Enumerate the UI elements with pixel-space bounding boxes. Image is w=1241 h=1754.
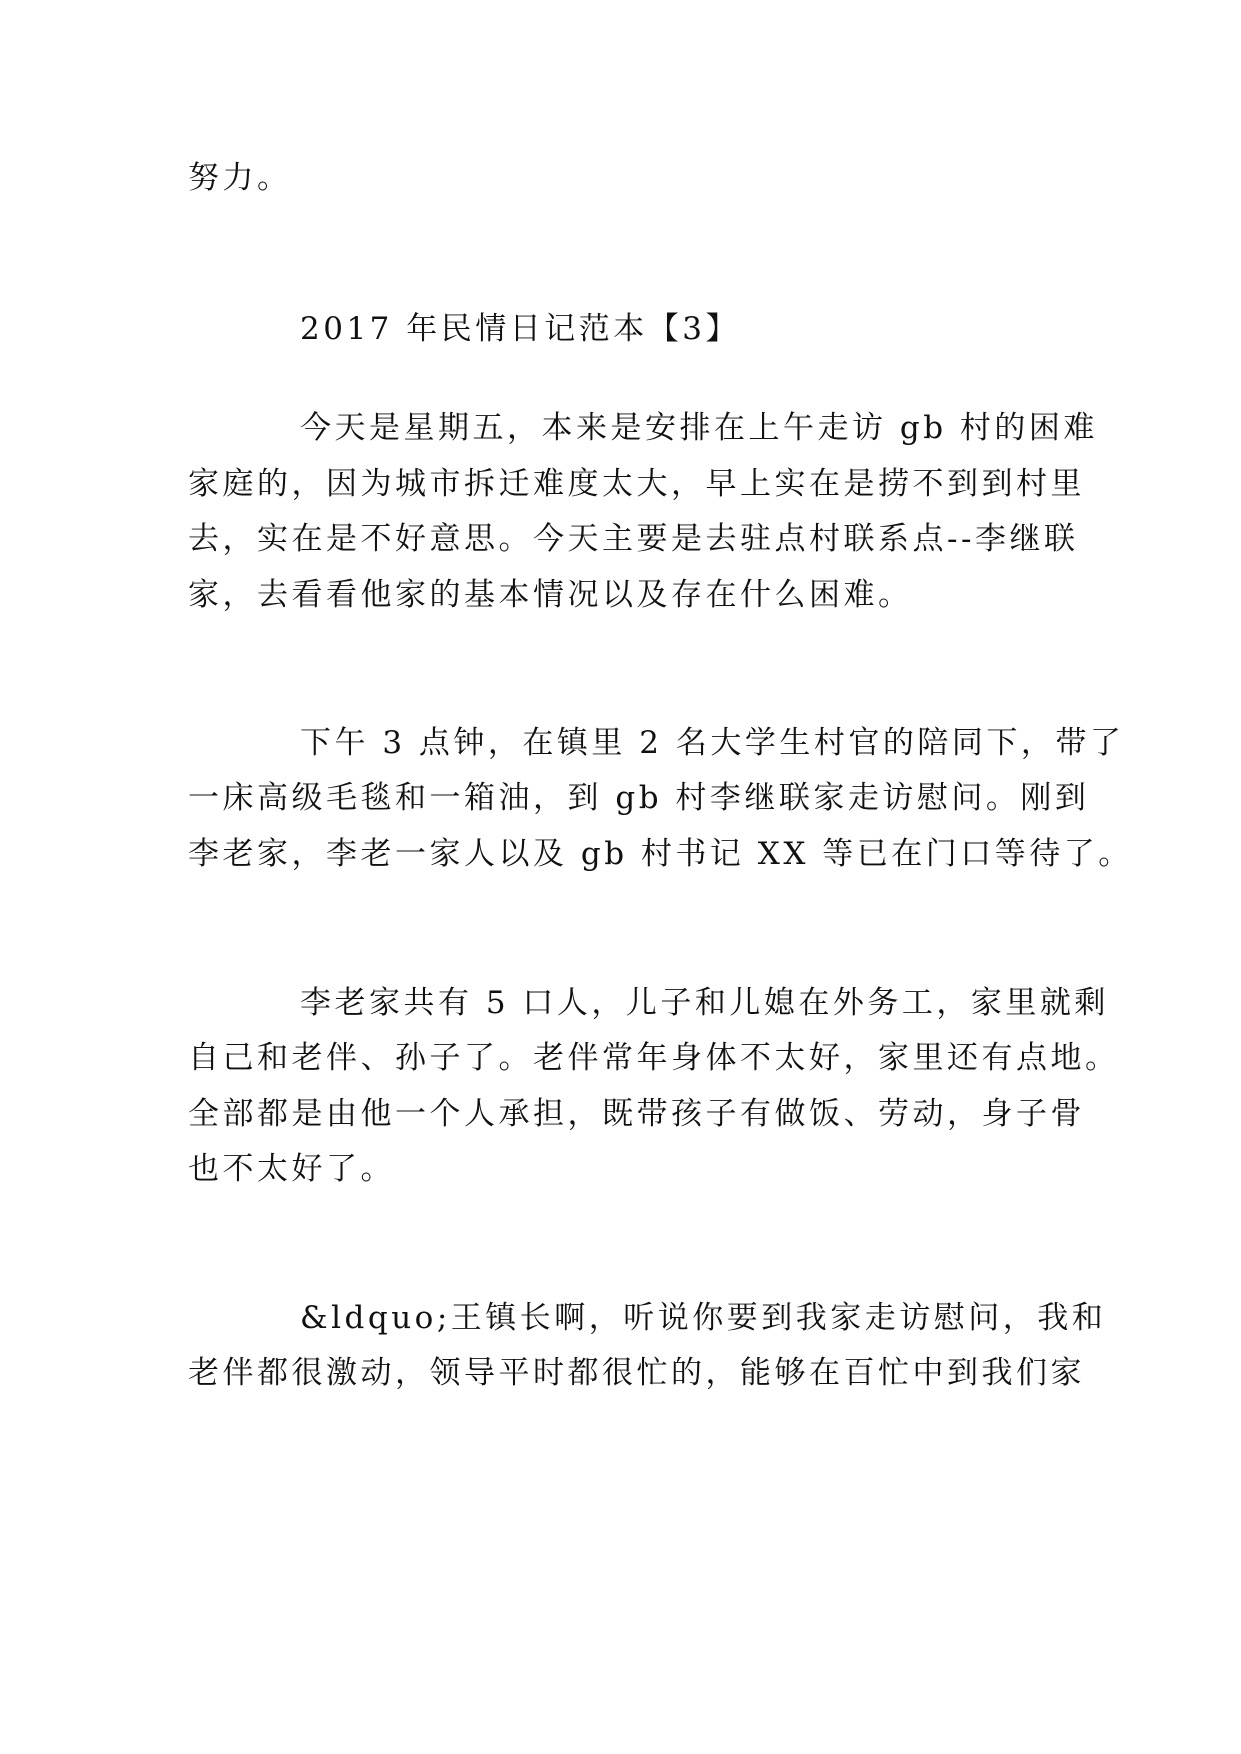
paragraph-line: 下午 3 点钟，在镇里 2 名大学生村官的陪同下，带了: [300, 725, 1125, 761]
section-heading: 2017 年民情日记范本【3】: [300, 311, 740, 347]
paragraph-line: 李老家，李老一家人以及 gb 村书记 XX 等已在门口等待了。: [188, 836, 1133, 872]
paragraph-line: 全部都是由他一个人承担，既带孩子有做饭、劳动，身子骨: [188, 1096, 1085, 1132]
paragraph-line: 今天是星期五，本来是安排在上午走访 gb 村的困难: [300, 410, 1098, 446]
paragraph-line: 也不太好了。: [188, 1151, 395, 1187]
paragraph-line: 努力。: [188, 160, 292, 196]
paragraph-line: 家庭的，因为城市拆迁难度太大，早上实在是捞不到到村里: [188, 466, 1085, 502]
paragraph-line: 李老家共有 5 口人，儿子和儿媳在外务工，家里就剩: [300, 985, 1109, 1021]
paragraph-line: 去，实在是不好意思。今天主要是去驻点村联系点--李继联: [188, 521, 1079, 557]
paragraph-line: 老伴都很激动，领导平时都很忙的，能够在百忙中到我们家: [188, 1355, 1085, 1391]
paragraph-line: 家，去看看他家的基本情况以及存在什么困难。: [188, 577, 913, 613]
paragraph-line: 一床高级毛毯和一箱油，到 gb 村李继联家走访慰问。刚到: [188, 780, 1090, 816]
paragraph-line: &ldquo;王镇长啊，听说你要到我家走访慰问，我和: [300, 1300, 1107, 1336]
paragraph-line: 自己和老伴、孙子了。老伴常年身体不太好，家里还有点地。: [188, 1040, 1120, 1076]
